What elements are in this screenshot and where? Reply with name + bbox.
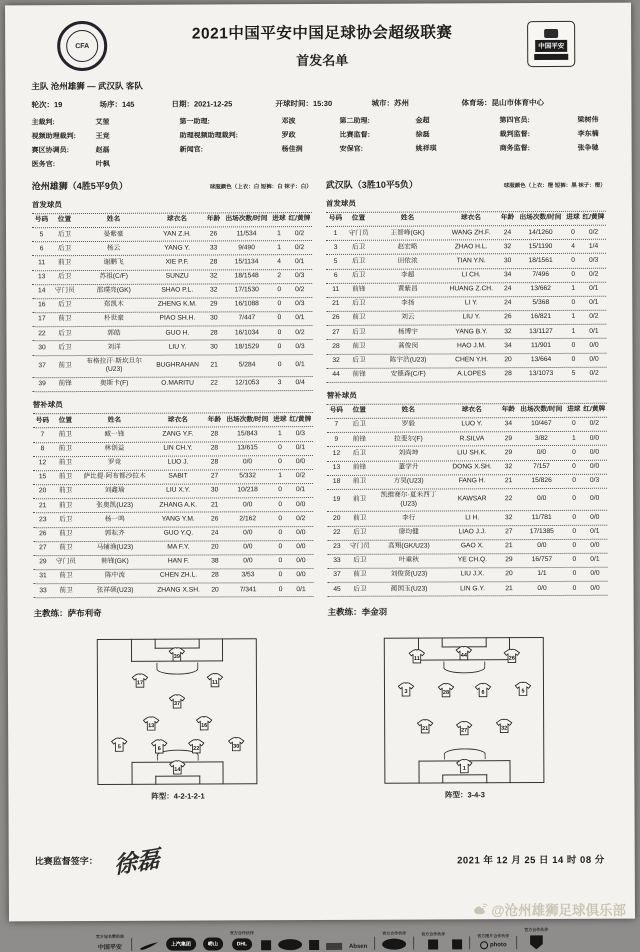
- home-formation-pitch: [97, 639, 258, 786]
- player-row: 1 守门员 王智峰(GK) WANG ZH.F. 24 14/1260 0 0/2: [326, 226, 606, 241]
- official-name: 艾堃: [95, 118, 110, 126]
- match-order-label: 场序：145: [99, 99, 135, 109]
- nike-swoosh-icon: [139, 942, 159, 951]
- pingan-badge-subbar: [534, 53, 568, 59]
- sponsor-divider: [413, 937, 414, 950]
- sponsor-divider: [374, 937, 375, 950]
- svg-text:11: 11: [212, 679, 219, 686]
- official-label: 第一助理:: [179, 118, 210, 126]
- svg-text:22: 22: [193, 745, 200, 752]
- official-name: 姚祥琪: [415, 145, 437, 153]
- away-coach-line: 主教练：李金羽: [327, 606, 388, 618]
- player-row: 27 前卫 马辅渔(U23) MA F.Y. 20 0/0 0 0/0: [33, 541, 313, 556]
- player-row: 17 前卫 朴世豪 PIAO SH.H. 30 7/447 0 0/1: [32, 312, 312, 327]
- sponsor-item: [261, 940, 271, 950]
- player-row: 5 后卫 晏紫豪 YAN Z.H. 26 11/534 1 0/2: [32, 227, 312, 242]
- player-jersey-icon: [207, 673, 224, 688]
- kickoff-label: 开球时间：15:30: [275, 98, 333, 109]
- svg-text:21: 21: [422, 726, 429, 733]
- player-jersey-icon: [456, 759, 473, 774]
- away-coach-name: 李金羽: [361, 606, 388, 618]
- home-team-column: [32, 178, 314, 619]
- sponsor-logo: 中国平安: [97, 945, 122, 952]
- page-title: 2021中国平安中国足球协会超级联赛: [191, 24, 453, 43]
- player-row: 9 前锋 拉斐尔(F) R.SILVA 29 3/82 1 0/0: [327, 432, 607, 447]
- sponsor-item: [349, 944, 367, 950]
- svg-text:44: 44: [461, 652, 468, 659]
- sponsor-logo: DHL: [232, 939, 252, 951]
- teams-line: 主队 沧州雄狮 — 武汉队 客队: [31, 80, 143, 92]
- away-kit-note: 球服颜色（上衣：橙 短裤：黑 袜子：橙）: [503, 182, 606, 190]
- player-row: 11 前锋 黄紫昌 HUANG Z.CH. 24 13/662 1 0/1: [326, 283, 606, 298]
- sponsor-logo: [428, 940, 438, 950]
- cfa-shield-icon: [530, 935, 543, 949]
- player-jersey-icon: [142, 716, 159, 731]
- player-row: 21 后卫 李扬 LI Y. 24 5/368 0 0/1: [326, 297, 606, 312]
- penalty-arc: [444, 748, 485, 760]
- sponsor-item: [203, 938, 223, 951]
- player-jersey-icon: [408, 649, 425, 664]
- player-jersey-icon: [417, 719, 434, 734]
- svg-text:6: 6: [157, 745, 161, 752]
- svg-text:1: 1: [463, 766, 467, 773]
- sponsor-logo: 上汽集团: [166, 938, 196, 951]
- date-label: 日期：2021-12-25: [171, 99, 233, 109]
- signature-datetime: 2021 年 12 月 25 日 14 时 08 分: [457, 854, 605, 867]
- home-formation-label: 阵型：4-2-1-2-1: [151, 791, 205, 802]
- svg-text:11: 11: [414, 655, 420, 662]
- svg-text:14: 14: [174, 767, 181, 774]
- player-row: 20 前卫 刘鑫瑜 LIU X.Y. 30 10/218 0 0/1: [33, 484, 313, 499]
- player-jersey-icon: [503, 648, 520, 663]
- player-row: 33 前卫 张祥硕(U23) ZHANG X.SH. 20 7/341 0 0/1: [34, 583, 314, 598]
- sponsor-item: [230, 931, 254, 951]
- sponsor-tier-label: 官方合作伙伴: [382, 930, 407, 937]
- sponsor-logo: [261, 940, 271, 950]
- player-row: 23 后卫 杨一鸣 YANG Y.M. 26 2/162 0 0/2: [33, 512, 313, 527]
- player-row: 7 后卫 罗毅 LUO Y. 34 10/467 0 0/2: [327, 418, 607, 433]
- sponsor-divider: [131, 938, 132, 951]
- official-name: 罗政: [281, 132, 296, 140]
- svg-text:16: 16: [201, 722, 208, 729]
- penalty-arc: [157, 663, 198, 675]
- away-starters-table: [326, 211, 607, 383]
- player-jersey-icon: [397, 682, 414, 697]
- home-starters-label: 首发球员: [31, 200, 62, 210]
- away-starters-label: 首发球员: [325, 198, 356, 208]
- sponsor-item: [166, 938, 196, 951]
- match-info-row: [31, 97, 605, 111]
- official-label: 商务监督:: [499, 145, 530, 153]
- svg-text:6: 6: [481, 689, 485, 696]
- player-jersey-icon: [111, 738, 128, 753]
- player-jersey-icon: [188, 739, 205, 754]
- official-label: 裁判监督:: [499, 131, 530, 139]
- svg-text:27: 27: [461, 727, 468, 734]
- svg-text:32: 32: [501, 725, 508, 732]
- away-team-column: [326, 177, 608, 618]
- weibo-icon: [472, 901, 488, 917]
- svg-text:30: 30: [233, 744, 240, 751]
- cfa-logo-icon: [57, 21, 107, 71]
- home-kit-note: 球服颜色（上衣：白 短裤：白 袜子：白）: [209, 184, 312, 191]
- sponsor-item: [516, 936, 517, 949]
- venue-label: 体育场：昆山市体育中心: [461, 98, 544, 108]
- sponsor-item: [524, 927, 548, 949]
- sponsor-tier-label: 官方冠名赞助商: [95, 934, 124, 940]
- goal-box: [443, 774, 487, 784]
- player-row: 12 前卫 罗竞 LUO J. 28 0/0 0 0/0: [33, 456, 313, 471]
- watermark-text: @沧州雄狮足球俱乐部: [491, 903, 626, 918]
- svg-text:5: 5: [117, 744, 121, 751]
- player-row: 37 前卫 刘俊贤(U23) LIU J.X. 20 1/1 0 0/0: [327, 568, 607, 583]
- official-label: 医务官:: [31, 161, 56, 169]
- goal-box: [156, 775, 200, 785]
- player-row: 13 后卫 苏祖(C/F) SUNZU 32 18/1548 2 0/3: [32, 270, 312, 285]
- official-label: 赛区协调员:: [31, 147, 69, 155]
- player-jersey-icon: [169, 761, 186, 776]
- player-row: 20 前卫 李行 LI H. 32 11/781 0 0/0: [327, 511, 607, 526]
- official-name: 叶枫: [95, 160, 110, 168]
- sponsor-logo: [278, 939, 302, 950]
- player-row: 26 前卫 刘云 LIU Y. 26 16/821 1 0/2: [326, 311, 606, 326]
- official-label: 第四官员:: [499, 117, 530, 125]
- sponsor-logo: photo: [480, 941, 507, 949]
- player-row: 44 前锋 安德森(C/F) A.LOPES 28 13/1073 5 0/2: [327, 367, 607, 382]
- player-row: 12 后卫 刘尚坤 LIU SH.K. 29 0/0 0 0/0: [327, 446, 607, 461]
- sponsor-logo: Absen: [348, 944, 368, 951]
- sponsor-item: [421, 932, 445, 950]
- sponsor-item: [309, 940, 319, 950]
- player-row: 15 前卫 萨比提·阿布都沙拉木 SABIT 27 5/332 1 0/2: [33, 470, 313, 485]
- official-name: 邓波: [281, 118, 296, 126]
- player-row: 3 后卫 赵宏略 ZHAO H.L. 32 15/1190 4 1/4: [326, 240, 606, 255]
- player-row: 23 守门员 高翔(GK/U23) GAO X. 21 0/0 0 0/0: [327, 539, 607, 554]
- sponsor-logo: [452, 940, 462, 950]
- away-formation-label: 阵型：3-4-3: [444, 790, 485, 800]
- player-jersey-icon: [196, 716, 213, 731]
- svg-text:13: 13: [147, 722, 154, 729]
- sponsor-divider: [469, 937, 470, 950]
- sponsor-item: [278, 939, 302, 950]
- sponsor-divider: [516, 936, 517, 949]
- player-row: 21 前卫 张奥凯(U23) ZHANG A.K. 21 0/0 0 0/0: [33, 498, 313, 513]
- player-row: 5 后卫 田依浓 TIAN Y.N. 30 18/1561 0 0/3: [326, 254, 606, 269]
- pingan-badge-text: 中国平安: [535, 39, 567, 51]
- sponsor-item: [131, 938, 132, 951]
- official-name: 杨佳润: [281, 146, 303, 154]
- sponsor-item: [96, 934, 124, 951]
- sponsor-logo: [326, 943, 342, 950]
- player-jersey-icon: [514, 681, 531, 696]
- sponsor-logo: 崂山: [203, 938, 223, 951]
- sponsor-tier-label: 官方合作伙伴: [229, 930, 254, 936]
- sponsor-strip: [35, 927, 609, 952]
- official-label: 安保官:: [339, 145, 363, 153]
- officials-grid: [31, 115, 605, 170]
- player-row: 22 后卫 郭皓 GUO H. 28 16/1034 0 0/2: [32, 326, 312, 341]
- pingan-logo-icon: [544, 28, 558, 37]
- home-starters-table: [32, 212, 313, 392]
- player-jersey-icon: [131, 673, 148, 688]
- player-row: 14 守门员 邵璞亮(GK) SHAO P.L. 32 17/1530 0 0/2: [32, 284, 312, 299]
- player-row: 18 前卫 方昊(U23) FANG H. 21 15/826 0 0/3: [327, 474, 607, 489]
- penalty-arc: [444, 662, 485, 674]
- player-row: 11 前卫 谢鹏飞 XIE P.F. 28 15/1134 4 0/1: [32, 256, 312, 271]
- formation-section: [34, 637, 609, 803]
- official-label: 主裁判:: [31, 119, 55, 127]
- official-name: 金超: [415, 117, 430, 125]
- official-label: 新闻官:: [179, 146, 203, 154]
- pingan-badge: [527, 21, 575, 67]
- official-label: 第二助理:: [339, 117, 370, 125]
- page-subtitle: 首发名单: [296, 52, 349, 69]
- sponsor-item: [374, 937, 375, 950]
- official-name: 梁树伟: [577, 116, 599, 124]
- player-jersey-icon: [475, 683, 492, 698]
- away-subs-label: 替补球员: [326, 390, 357, 400]
- round-label: 轮次：19: [31, 100, 63, 110]
- svg-text:28: 28: [442, 689, 449, 696]
- table-header-row: 号码 位置 姓名 球衣名 年龄 出场次数/时间 进球 红/黄牌: [327, 403, 607, 419]
- player-row: 7 前卫 臧一锋 ZANG Y.F. 28 15/843 1 0/3: [33, 427, 313, 442]
- svg-text:3: 3: [404, 688, 408, 695]
- home-coach-line: 主教练：萨布利奇: [33, 608, 102, 619]
- table-header-row: 号码 位置 姓名 球衣名 年龄 出场次数/时间 进球 红/黄牌: [326, 211, 606, 227]
- player-jersey-icon: [150, 739, 167, 754]
- sponsor-item: [382, 931, 406, 950]
- player-row: 6 后卫 李超 LI CH. 34 7/496 0 0/2: [326, 268, 606, 283]
- official-label: 比赛监督:: [339, 131, 370, 139]
- player-jersey-icon: [437, 683, 454, 698]
- sponsor-item: [477, 933, 509, 949]
- official-name: 王竞: [95, 132, 110, 140]
- player-jersey-icon: [169, 647, 186, 662]
- sponsor-item: [452, 940, 462, 950]
- table-header-row: 号码 位置 姓名 球衣名 年龄 出场次数/时间 进球 红/黄牌: [33, 412, 313, 428]
- sponsor-item: [469, 937, 470, 950]
- player-row: 27 后卫 杨博宇 YANG B.Y. 32 13/1127 1 0/1: [326, 325, 606, 340]
- sponsor-tier-label: 官方合作伙伴: [421, 931, 446, 937]
- sheet-header: [31, 19, 605, 72]
- supervisor-signature: 徐磊: [113, 845, 161, 880]
- svg-text:37: 37: [174, 701, 181, 708]
- player-row: 13 前锋 董学升 DONG X.SH. 32 7/157 0 0/0: [327, 460, 607, 475]
- player-row: 26 前卫 郭耘齐 GUO Y.Q. 24 0/0 0 0/0: [33, 527, 313, 542]
- home-team-name: 沧州雄狮（4胜5平9负）: [31, 180, 128, 192]
- away-subs-table: [327, 403, 608, 598]
- player-row: 22 后卫 廖均健 LIAO J.J. 27 17/1385 0 0/1: [327, 525, 607, 540]
- svg-text:5: 5: [521, 688, 525, 695]
- away-team-name: 武汉队（3胜10平5负）: [325, 179, 418, 190]
- sponsor-logo: [382, 939, 406, 950]
- official-name: 张争驰: [577, 144, 599, 152]
- official-name: 徐磊: [415, 131, 430, 139]
- player-jersey-icon: [496, 719, 513, 734]
- match-sheet: [5, 3, 635, 952]
- home-subs-label: 替补球员: [32, 400, 63, 410]
- player-jersey-icon: [456, 720, 473, 735]
- sponsor-item: [139, 942, 159, 951]
- away-formation-pitch: [384, 637, 545, 784]
- svg-text:26: 26: [508, 655, 515, 662]
- club-watermark: [472, 899, 626, 919]
- signature-row: [35, 842, 609, 878]
- official-label: 助理视频助理裁判:: [179, 132, 238, 140]
- player-row: 33 后卫 叶重秋 YE CH.Q. 29 16/757 0 0/1: [327, 554, 607, 569]
- player-jersey-icon: [228, 737, 245, 752]
- player-row: 37 前卫 布格拉汗·斯坎旦尔(U23) BUGHRAHAN 21 5/284 0 0/1: [33, 355, 313, 379]
- player-jersey-icon: [169, 694, 186, 709]
- home-coach-name: 萨布利奇: [67, 608, 102, 619]
- svg-text:17: 17: [136, 679, 143, 686]
- player-row: 29 守门员 韩锋(GK) HAN F. 38 0/0 0 0/0: [33, 555, 313, 570]
- player-row: 30 后卫 刘洋 LIU Y. 30 18/1529 0 0/3: [32, 340, 312, 355]
- sponsor-tier-label: 官方图片合作伙伴: [477, 933, 510, 939]
- official-label: 视频助理裁判:: [31, 133, 76, 141]
- player-row: 28 前卫 蒿俊闵 HAO J.M. 34 11/901 0 0/0: [326, 339, 606, 354]
- player-row: 31 前卫 陈中流 CHEN ZH.L. 28 3/53 0 0/0: [33, 569, 313, 584]
- player-row: 45 后卫 蔺国玉(U23) LIN G.Y. 21 0/0 0 0/0: [328, 582, 608, 597]
- signature-label: 比赛监督签字：: [34, 856, 98, 867]
- player-row: 8 前卫 林创益 LIN CH.Y. 28 13/615 0 0/1: [33, 442, 313, 457]
- svg-text:39: 39: [174, 653, 181, 660]
- player-jersey-icon: [456, 646, 473, 661]
- player-row: 16 后卫 郑凯木 ZHENG K.M. 29 16/1088 0 0/3: [32, 298, 312, 313]
- player-row: 19 前卫 凯维赛尔·夏米西丁(U23) KAWSAR 22 0/0 0 0/0: [327, 489, 607, 513]
- player-row: 32 后卫 陈宇浩(U23) CHEN Y.H. 20 13/664 0 0/0: [327, 353, 607, 368]
- player-row: 6 后卫 杨云 YANG Y. 33 9/490 1 0/2: [32, 241, 312, 256]
- player-row: 39 前锋 奥斯卡(F) O.MARITU 22 12/1053 3 0/4: [33, 377, 313, 392]
- sponsor-item: [326, 943, 342, 950]
- official-name: 李东楠: [577, 130, 599, 138]
- home-subs-table: [33, 412, 314, 598]
- cfa-logo-text: CFA: [66, 30, 98, 62]
- official-name: 赵磊: [95, 146, 110, 154]
- table-header-row: 号码 位置 姓名 球衣名 年龄 出场次数/时间 进球 红/黄牌: [32, 212, 312, 228]
- sponsor-item: [413, 937, 414, 950]
- sponsor-logo: [309, 940, 319, 950]
- city-label: 城市：苏州: [371, 98, 409, 108]
- sponsor-tier-label: 官方合作伙伴: [524, 927, 549, 933]
